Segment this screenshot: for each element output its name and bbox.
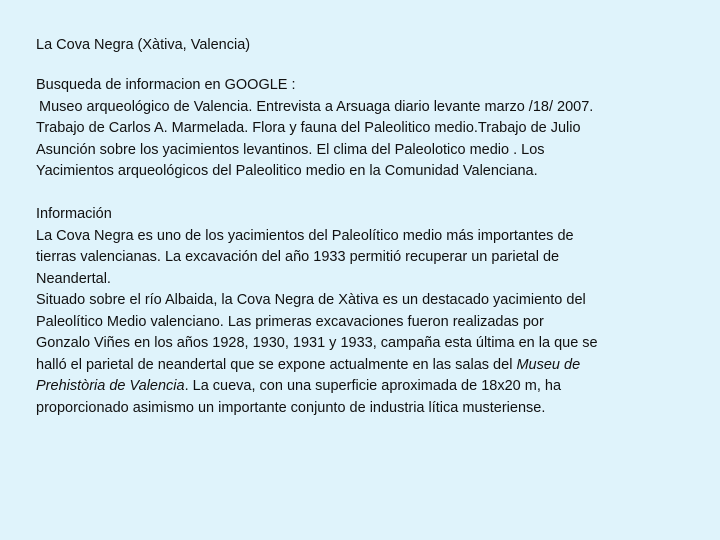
museum-name-part2: Prehistòria de Valencia — [36, 378, 185, 394]
info-line: proporcionado asimismo un importante conjunto de industria lítica musteriense. — [36, 399, 546, 416]
search-heading: Busqueda de informacion en GOOGLE : — [36, 77, 296, 93]
info-line: Neandertal. — [36, 270, 111, 287]
info-line: Situado sobre el río Albaida, la Cova Negra de Xàtiva es un destacado yacimiento del — [36, 292, 586, 308]
search-line: Yacimientos arqueológicos del Paleolitico medio en la Comunidad Valenciana. — [36, 163, 538, 179]
search-line: Asunción sobre los yacimientos levantinos. El clima del Paleolotico medio . Los — [36, 141, 545, 158]
search-line: Museo arqueológico de Valencia. Entrevista a Arsuaga diario levante marzo /18/ 2007. — [39, 98, 594, 115]
info-line: La Cova Negra es uno de los yacimientos del Paleolítico medio más importantes de — [36, 227, 574, 244]
info-line-with-museum — [36, 355, 676, 377]
info-line-text: halló el parietal de neandertal que se expone actualmente en las salas del — [36, 356, 513, 373]
info-line: Paleolítico Medio valenciano. Las primeras excavaciones fueron realizadas por — [36, 313, 544, 330]
search-line: Trabajo de Carlos A. Marmelada. Flora y fauna del Paleolitico medio.Trabajo de Julio — [36, 120, 581, 136]
info-section — [36, 204, 676, 419]
museum-name-part1: Museu de — [516, 356, 581, 373]
info-line: Gonzalo Viñes en los años 1928, 1930, 1931 y 1933, campaña esta última en la que se — [36, 335, 598, 351]
info-line-museum-cont — [36, 376, 676, 398]
after-museum-text: . La cueva, con una superficie aproximada de 18x20 m, ha — [184, 378, 562, 394]
slide-title: La Cova Negra (Xàtiva, Valencia) — [36, 37, 251, 53]
info-line: tierras valencianas. La excavación del año 1933 permitió recuperar un parietal de — [36, 249, 560, 265]
info-heading: Información — [36, 206, 112, 222]
search-section — [36, 75, 676, 183]
